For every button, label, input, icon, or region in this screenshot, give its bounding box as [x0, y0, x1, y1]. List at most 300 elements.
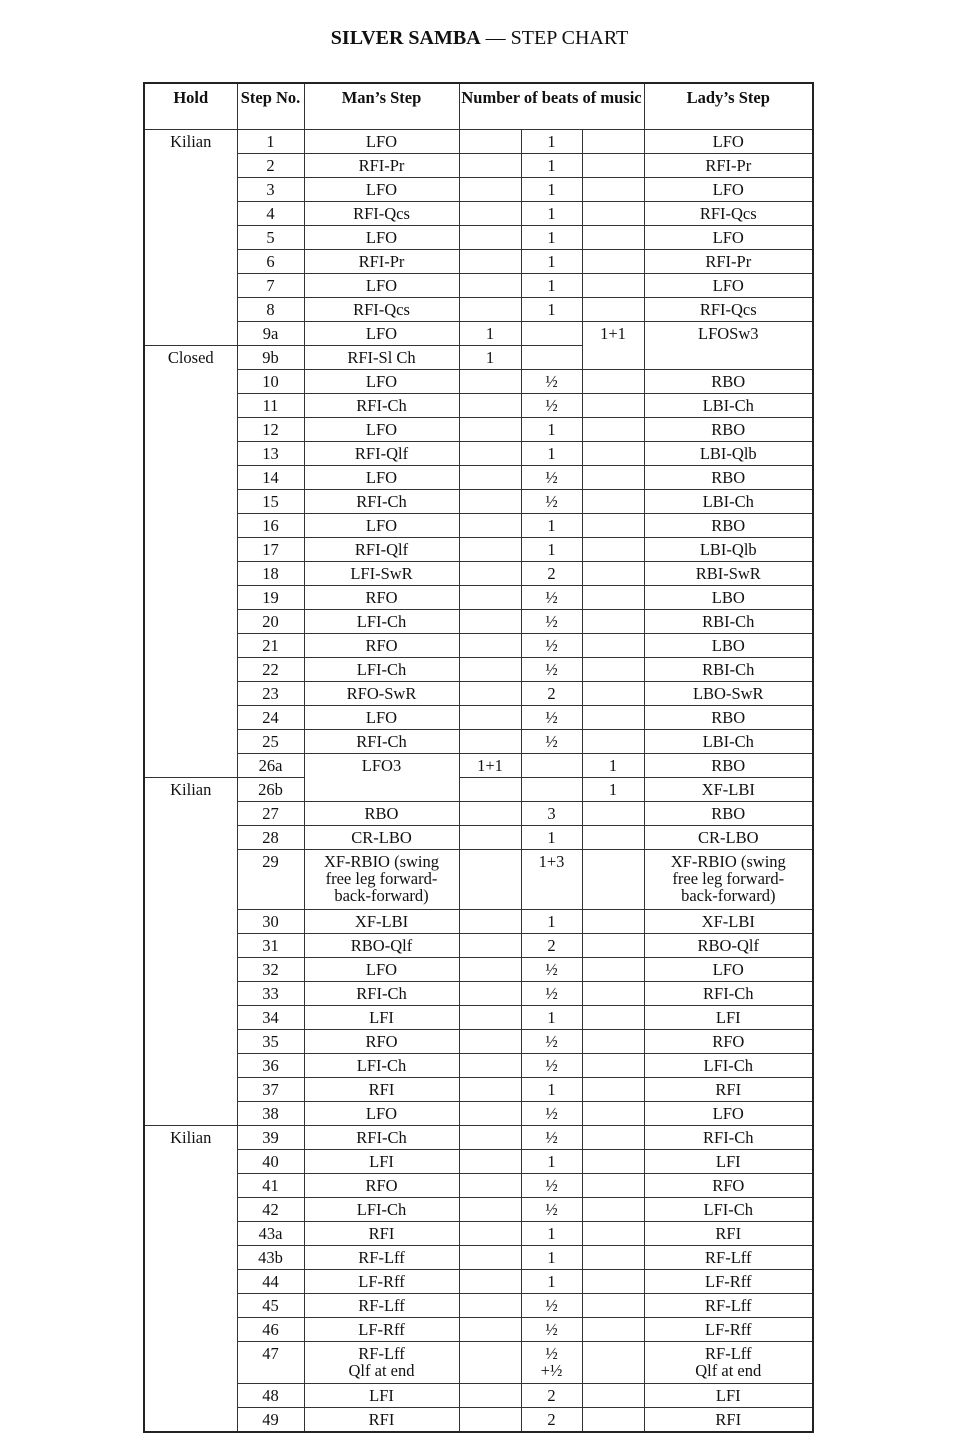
- lady-step: LF-Rff: [644, 1270, 813, 1294]
- beats-col-a: [459, 250, 521, 274]
- beats-col-c: [582, 1294, 644, 1318]
- beats-col-c: [582, 370, 644, 394]
- table-row: [144, 490, 813, 514]
- step-number: 25: [237, 730, 304, 754]
- beats-col-c: [582, 634, 644, 658]
- man-step: RFI-Qlf: [304, 442, 459, 466]
- beats-col-c: [582, 982, 644, 1006]
- beats-col-a: [459, 910, 521, 934]
- beats-col-b: 2: [521, 682, 582, 706]
- beats-col-a: [459, 982, 521, 1006]
- lady-step: LFI: [644, 1150, 813, 1174]
- beats-col-a: [459, 298, 521, 322]
- beats-col-b: ½: [521, 1294, 582, 1318]
- man-step: LFO3: [304, 754, 459, 802]
- beats-col-b: ½: [521, 466, 582, 490]
- table-row: [144, 850, 813, 910]
- table-row: [144, 1384, 813, 1408]
- lady-step: LBI-Ch: [644, 394, 813, 418]
- man-step-line: RF-Lff: [358, 1344, 405, 1363]
- step-number: 5: [237, 226, 304, 250]
- step-number: 33: [237, 982, 304, 1006]
- beats-col-a: [459, 514, 521, 538]
- table-row: [144, 1150, 813, 1174]
- lady-step: LBI-Qlb: [644, 538, 813, 562]
- lady-step: RFI-Qcs: [644, 298, 813, 322]
- beats-col-a: [459, 1222, 521, 1246]
- man-step: [304, 1342, 459, 1384]
- man-step: LFI: [304, 1006, 459, 1030]
- man-step: LFI: [304, 1150, 459, 1174]
- step-number: 9b: [237, 346, 304, 370]
- beats-col-a: [459, 1078, 521, 1102]
- lady-step: RBO: [644, 466, 813, 490]
- table-row: [144, 1054, 813, 1078]
- step-number: 36: [237, 1054, 304, 1078]
- beats-col-c: [582, 394, 644, 418]
- step-number: 38: [237, 1102, 304, 1126]
- step-number: 40: [237, 1150, 304, 1174]
- beats-col-c: [582, 514, 644, 538]
- beats-col-b: 1: [521, 538, 582, 562]
- table-row: [144, 322, 813, 346]
- step-number: 35: [237, 1030, 304, 1054]
- table-row: [144, 730, 813, 754]
- man-step: RFI-Pr: [304, 154, 459, 178]
- table-row: [144, 958, 813, 982]
- man-step: LFO: [304, 226, 459, 250]
- lady-step-line: Qlf at end: [695, 1361, 762, 1380]
- beats-col-a: [459, 634, 521, 658]
- step-number: 8: [237, 298, 304, 322]
- step-number: 7: [237, 274, 304, 298]
- lady-step: [644, 1342, 813, 1384]
- beats-col-b: 2: [521, 562, 582, 586]
- beats-col-b: ½: [521, 1030, 582, 1054]
- beats-col-a: [459, 178, 521, 202]
- man-step: RFI-Qcs: [304, 298, 459, 322]
- beats-col-c: [582, 910, 644, 934]
- beats-col-b: 1: [521, 514, 582, 538]
- beats-col-b: 1: [521, 298, 582, 322]
- beats-col-c: [582, 418, 644, 442]
- beats-col-c: [582, 658, 644, 682]
- man-step-line: free leg forward-: [325, 869, 438, 888]
- step-number: 43b: [237, 1246, 304, 1270]
- lady-step: LFI-Ch: [644, 1054, 813, 1078]
- table-row: [144, 658, 813, 682]
- step-number: 34: [237, 1006, 304, 1030]
- beats-col-a: [459, 730, 521, 754]
- step-number: 2: [237, 154, 304, 178]
- beats-col-a: 1+1: [459, 754, 521, 778]
- lady-step: XF-LBI: [644, 778, 813, 802]
- beats-col-c: [582, 826, 644, 850]
- table-row: [144, 778, 813, 802]
- beats-col-c: [582, 250, 644, 274]
- table-row: [144, 610, 813, 634]
- beats-col-c: [582, 562, 644, 586]
- beats-col-b: 3: [521, 802, 582, 826]
- table-row: [144, 442, 813, 466]
- lady-step: RBI-Ch: [644, 658, 813, 682]
- step-number: 43a: [237, 1222, 304, 1246]
- lady-step: RBO: [644, 418, 813, 442]
- beats-col-c: [582, 706, 644, 730]
- step-number: 26a: [237, 754, 304, 778]
- step-number: 17: [237, 538, 304, 562]
- beats-col-b: [521, 778, 582, 802]
- beats-col-b: ½: [521, 610, 582, 634]
- table-row: [144, 910, 813, 934]
- beats-col-b: ½: [521, 982, 582, 1006]
- step-number: 37: [237, 1078, 304, 1102]
- lady-step: RFO: [644, 1174, 813, 1198]
- table-row: [144, 1222, 813, 1246]
- beats-col-a: [459, 1150, 521, 1174]
- step-number: 42: [237, 1198, 304, 1222]
- step-chart-table: [143, 82, 814, 1433]
- lady-step: RFI-Ch: [644, 982, 813, 1006]
- beats-col-b: ½: [521, 490, 582, 514]
- table-row: [144, 1294, 813, 1318]
- beats-col-c: [582, 178, 644, 202]
- lady-step-line: RF-Lff: [705, 1344, 752, 1363]
- step-number: 13: [237, 442, 304, 466]
- man-step: LFO: [304, 418, 459, 442]
- beats-col-c: [582, 1054, 644, 1078]
- lady-step: LBI-Qlb: [644, 442, 813, 466]
- beats-col-c: [582, 958, 644, 982]
- beats-col-b: 1: [521, 202, 582, 226]
- beats-col-b: 1: [521, 418, 582, 442]
- beats-col-b: 1: [521, 130, 582, 154]
- man-step: CR-LBO: [304, 826, 459, 850]
- beats-col-b: 1: [521, 250, 582, 274]
- lady-step: LF-Rff: [644, 1318, 813, 1342]
- man-step: LFO: [304, 1102, 459, 1126]
- hold-cell: Kilian: [144, 130, 237, 346]
- beats-col-c: [582, 298, 644, 322]
- step-number: 11: [237, 394, 304, 418]
- lady-step: [644, 850, 813, 910]
- step-number: 26b: [237, 778, 304, 802]
- man-step: RFI: [304, 1408, 459, 1432]
- man-step: LFO: [304, 178, 459, 202]
- step-number: 31: [237, 934, 304, 958]
- man-step: [304, 850, 459, 910]
- beats-col-a: [459, 442, 521, 466]
- table-row: [144, 274, 813, 298]
- title-main: SILVER SAMBA: [330, 27, 481, 49]
- table-row: [144, 1078, 813, 1102]
- beats-col-a: [459, 370, 521, 394]
- step-number: 21: [237, 634, 304, 658]
- table-row: [144, 1270, 813, 1294]
- beats-col-c: [582, 610, 644, 634]
- beats-col-b: ½: [521, 1126, 582, 1150]
- beats-col-a: [459, 658, 521, 682]
- step-number: 4: [237, 202, 304, 226]
- table-row: [144, 130, 813, 154]
- table-row: [144, 418, 813, 442]
- lady-step: RBO: [644, 706, 813, 730]
- table-row: [144, 1198, 813, 1222]
- beats-col-c: [582, 1174, 644, 1198]
- lady-step: RBI-SwR: [644, 562, 813, 586]
- lady-step: LFOSw3: [644, 322, 813, 370]
- man-step: RFO-SwR: [304, 682, 459, 706]
- hold-cell: Closed: [144, 346, 237, 778]
- beats-col-c: [582, 1342, 644, 1384]
- table-row: [144, 562, 813, 586]
- step-number: 1: [237, 130, 304, 154]
- step-number: 47: [237, 1342, 304, 1384]
- table-row: [144, 1006, 813, 1030]
- man-step: RFO: [304, 1030, 459, 1054]
- beats-col-b: ½: [521, 634, 582, 658]
- beats-col-b: 1: [521, 826, 582, 850]
- step-number: 3: [237, 178, 304, 202]
- step-number: 30: [237, 910, 304, 934]
- header-lady: Lady’s Step: [644, 83, 813, 130]
- beats-col-a: [459, 850, 521, 910]
- header-beats: Number of beats of music: [459, 83, 644, 130]
- table-row: [144, 178, 813, 202]
- beats-col-b: 2: [521, 1408, 582, 1432]
- table-row: [144, 682, 813, 706]
- beats-col-c: [582, 934, 644, 958]
- step-number: 46: [237, 1318, 304, 1342]
- beats-col-c: [582, 1078, 644, 1102]
- beats-col-a: [459, 274, 521, 298]
- beats-col-c: 1+1: [582, 322, 644, 370]
- step-number: 20: [237, 610, 304, 634]
- beats-col-a: [459, 1342, 521, 1384]
- man-step: LFI-Ch: [304, 1054, 459, 1078]
- man-step: RFI-Ch: [304, 490, 459, 514]
- man-step: RFI-Qlf: [304, 538, 459, 562]
- beats-col-c: 1: [582, 754, 644, 778]
- beats-col-c: [582, 1102, 644, 1126]
- step-number: 6: [237, 250, 304, 274]
- beats-col-a: [459, 538, 521, 562]
- step-number: 15: [237, 490, 304, 514]
- page-title: [0, 26, 959, 50]
- beats-col-a: [459, 1246, 521, 1270]
- beats-col-b: ½: [521, 1102, 582, 1126]
- table-row: [144, 934, 813, 958]
- step-number: 14: [237, 466, 304, 490]
- beats-col-b: 1: [521, 1246, 582, 1270]
- beats-col-c: [582, 274, 644, 298]
- table-row: [144, 202, 813, 226]
- man-step: RFO: [304, 634, 459, 658]
- lady-step: RFI: [644, 1408, 813, 1432]
- beats-col-c: [582, 130, 644, 154]
- step-number: 19: [237, 586, 304, 610]
- step-number: 49: [237, 1408, 304, 1432]
- step-number: 32: [237, 958, 304, 982]
- table-row: [144, 154, 813, 178]
- beats-col-b: ½: [521, 706, 582, 730]
- lady-step: LFO: [644, 274, 813, 298]
- man-step: RFO: [304, 586, 459, 610]
- lady-step: RBO: [644, 802, 813, 826]
- man-step: RF-Lff: [304, 1246, 459, 1270]
- beats-col-b: ½: [521, 394, 582, 418]
- man-step: RFI-Ch: [304, 730, 459, 754]
- man-step: RF-Lff: [304, 1294, 459, 1318]
- man-step: RFI-Qcs: [304, 202, 459, 226]
- step-number: 12: [237, 418, 304, 442]
- beats-col-b: ½: [521, 1054, 582, 1078]
- man-step: RBO: [304, 802, 459, 826]
- man-step: RBO-Qlf: [304, 934, 459, 958]
- beats-col-b: ½: [521, 730, 582, 754]
- beats-col-a: [459, 1198, 521, 1222]
- beats-col-b: [521, 754, 582, 778]
- beats-col-c: [582, 538, 644, 562]
- man-step: LFO: [304, 370, 459, 394]
- beats-col-a: [459, 1030, 521, 1054]
- table-row: [144, 586, 813, 610]
- beats-col-b: 1: [521, 1150, 582, 1174]
- beats-col-a: [459, 1294, 521, 1318]
- lady-step: LFI: [644, 1384, 813, 1408]
- lady-step: RBO: [644, 514, 813, 538]
- hold-cell: Kilian: [144, 1126, 237, 1432]
- beats-col-c: [582, 802, 644, 826]
- beats-col-b: [521, 1342, 582, 1384]
- man-step: LFI: [304, 1384, 459, 1408]
- step-number: 41: [237, 1174, 304, 1198]
- lady-step: LFO: [644, 130, 813, 154]
- beats-col-c: [582, 490, 644, 514]
- beats-col-b: 1: [521, 154, 582, 178]
- beats-col-b: 2: [521, 1384, 582, 1408]
- beats-col-a: [459, 958, 521, 982]
- beats-col-b: 1: [521, 274, 582, 298]
- beats-col-a: [459, 466, 521, 490]
- lady-step: LFO: [644, 226, 813, 250]
- beats-col-b: ½: [521, 958, 582, 982]
- beats-col-c: [582, 466, 644, 490]
- man-step: LFO: [304, 958, 459, 982]
- man-step: XF-LBI: [304, 910, 459, 934]
- lady-step: RFI-Pr: [644, 250, 813, 274]
- man-step: LFI-SwR: [304, 562, 459, 586]
- man-step-line: back-forward): [334, 886, 429, 905]
- beats-col-b: 1: [521, 910, 582, 934]
- beats-col-c: [582, 730, 644, 754]
- step-number: 10: [237, 370, 304, 394]
- man-step: RFI-Ch: [304, 982, 459, 1006]
- beats-col-c: [582, 1198, 644, 1222]
- beats-col-a: [459, 1318, 521, 1342]
- beats-col-c: [582, 850, 644, 910]
- beats-col-a: [459, 778, 521, 802]
- beats-col-b: [521, 322, 582, 346]
- beats-col-a: [459, 706, 521, 730]
- beats-col-a: [459, 1408, 521, 1432]
- man-step: LFI-Ch: [304, 658, 459, 682]
- lady-step: RBO: [644, 754, 813, 778]
- table-row: [144, 1408, 813, 1432]
- lady-step: LBI-Ch: [644, 490, 813, 514]
- beats-col-a: 1: [459, 322, 521, 346]
- lady-step: XF-LBI: [644, 910, 813, 934]
- beats-col-b: ½: [521, 1174, 582, 1198]
- beats-col-a: 1: [459, 346, 521, 370]
- table-row: [144, 1318, 813, 1342]
- lady-step: RFI: [644, 1078, 813, 1102]
- beats-col-c: [582, 586, 644, 610]
- beats-col-a: [459, 130, 521, 154]
- table-row: [144, 370, 813, 394]
- table-row: [144, 1030, 813, 1054]
- lady-step: LFI-Ch: [644, 1198, 813, 1222]
- beats-col-c: [582, 682, 644, 706]
- beats-col-a: [459, 934, 521, 958]
- beats-col-b: ½: [521, 658, 582, 682]
- lady-step: RFI-Pr: [644, 154, 813, 178]
- beats-col-c: [582, 1222, 644, 1246]
- table-row: [144, 826, 813, 850]
- table-row: [144, 754, 813, 778]
- beats-col-a: [459, 394, 521, 418]
- beats-col-b-line: ½: [545, 1344, 558, 1363]
- beats-col-a: [459, 490, 521, 514]
- step-number: 44: [237, 1270, 304, 1294]
- lady-step: RBI-Ch: [644, 610, 813, 634]
- man-step: LFO: [304, 706, 459, 730]
- man-step: RFI-Sl Ch: [304, 346, 459, 370]
- table-row: [144, 466, 813, 490]
- table-row: [144, 514, 813, 538]
- lady-step-line: free leg forward-: [672, 869, 785, 888]
- man-step: RFI-Ch: [304, 1126, 459, 1150]
- lady-step: RFO: [644, 1030, 813, 1054]
- step-number: 24: [237, 706, 304, 730]
- man-step: LFO: [304, 466, 459, 490]
- man-step: LFI-Ch: [304, 610, 459, 634]
- beats-col-b: 1: [521, 442, 582, 466]
- beats-col-b: ½: [521, 1198, 582, 1222]
- beats-col-a: [459, 418, 521, 442]
- table-row: [144, 538, 813, 562]
- table-row: [144, 802, 813, 826]
- man-step: LFO: [304, 514, 459, 538]
- step-number: 39: [237, 1126, 304, 1150]
- beats-col-b: ½: [521, 1318, 582, 1342]
- step-number: 28: [237, 826, 304, 850]
- table-row: [144, 1174, 813, 1198]
- beats-col-b: 1: [521, 178, 582, 202]
- table-row: [144, 394, 813, 418]
- lady-step: LBO-SwR: [644, 682, 813, 706]
- man-step: LF-Rff: [304, 1270, 459, 1294]
- table-row: [144, 250, 813, 274]
- beats-col-a: [459, 202, 521, 226]
- beats-col-b: 1: [521, 1006, 582, 1030]
- table-row: [144, 634, 813, 658]
- beats-col-c: [582, 1030, 644, 1054]
- step-number: 23: [237, 682, 304, 706]
- man-step: RFI-Pr: [304, 250, 459, 274]
- lady-step: LBI-Ch: [644, 730, 813, 754]
- beats-col-c: [582, 1408, 644, 1432]
